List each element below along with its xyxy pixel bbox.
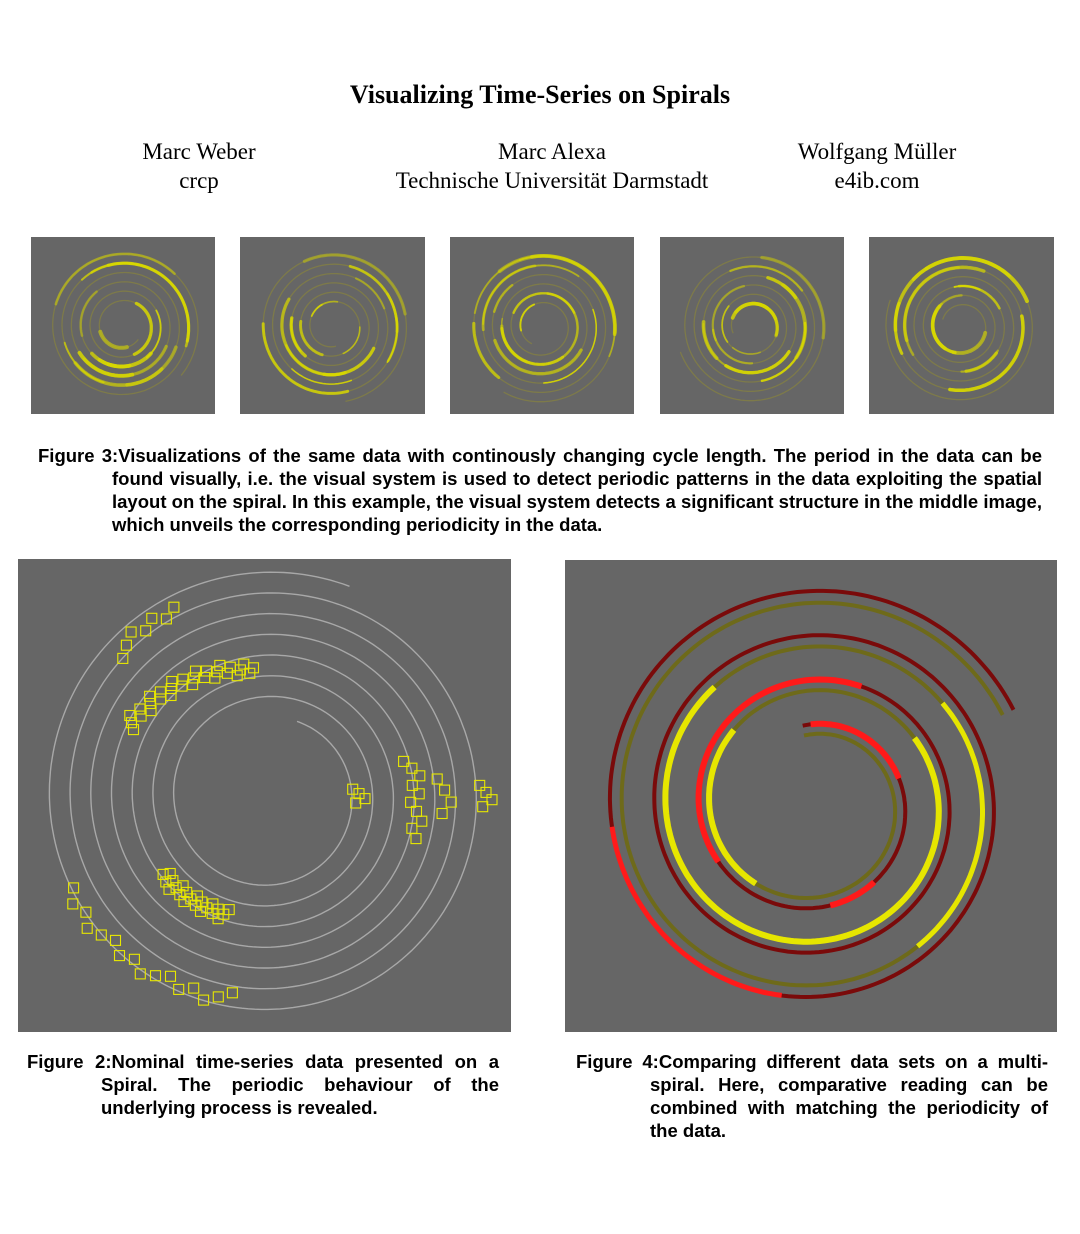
data-square [145,691,155,701]
data-arc [502,319,551,365]
data-square [147,613,157,623]
data-arc [520,305,534,331]
data-square [126,627,136,637]
data-square [166,971,176,981]
data-arc [953,333,985,353]
author-3-name: Wolfgang Müller [797,139,957,164]
data-arc [301,321,323,354]
data-arc [474,324,499,378]
figure3-spiral-3 [450,237,634,414]
figure4-multi-spiral [565,560,1057,1032]
data-arc [81,292,97,336]
figure2-caption [27,1050,499,1119]
data-square [417,816,427,826]
data-square [82,923,92,933]
data-arc [343,327,360,353]
data-arc [502,329,563,365]
figure4-panel [565,560,1057,1032]
data-arc [65,343,104,383]
data-square [481,787,491,797]
data-square [189,983,199,993]
figure2-caption-text: Nominal time-series data presented on a Spiral. The periodic behaviour of the underlying process is revealed. [101,1051,499,1118]
data-arc [292,369,351,384]
data-square [145,699,155,709]
data-square [478,802,488,812]
figure3-spiral-2 [240,237,425,414]
data-square [121,640,131,650]
data-arc [286,345,344,375]
data-square [178,674,188,684]
data-square [156,694,166,704]
data-arc [713,286,744,340]
paper-title: Visualizing Time-Series on Spirals [349,80,731,109]
data-square [487,795,497,805]
figure2-spiral [18,559,511,1032]
data-square [212,667,222,677]
data-arc [263,324,348,394]
data-square [111,935,121,945]
data-arc [304,255,405,314]
author-1-affiliation: crcp [179,168,219,193]
figure4-caption-text: Comparing different data sets on a multi-spiral. Here, comparative reading can be combined with matching the periodicity of the data. [650,1051,1048,1141]
data-square [166,691,176,701]
figure3-spiral-1 [31,237,215,414]
data-arc [736,304,775,319]
figure4-label: Figure 4: [576,1051,659,1072]
figure3-label: Figure 3: [38,445,119,466]
figure3-caption-text: Visualizations of the same data with continously changing cycle length. The period in the data can be found visually, i.e. the visual system is used to detect periodic patterns in the data exploiting the spatial layout on the spiral. In this example, the visual system detects a significant structure in the middle image, which unveils the corresponding periodicity in the data. [112,445,1042,535]
data-square [222,668,232,678]
data-square [411,834,421,844]
data-arc [312,305,322,316]
figure3-panel-5 [869,237,1054,414]
data-arc [134,303,151,354]
data-square [437,809,447,819]
data-square [227,988,237,998]
highlight-segment [665,687,938,942]
highlight-segment [612,827,782,996]
data-square [446,797,456,807]
author-2 [352,137,752,195]
data-square [169,602,179,612]
data-arc [927,258,1028,301]
data-square [440,785,450,795]
figure3-panel-4 [660,237,844,414]
author-3-affiliation: e4ib.com [834,168,920,193]
figure4-caption [576,1050,1048,1142]
author-1-name: Marc Weber [142,139,256,164]
data-arc [100,332,127,348]
data-arc [733,348,761,354]
data-square [146,706,156,716]
figure3-spiral-5 [869,237,1054,414]
data-arc [56,254,175,304]
author-3 [767,137,987,195]
data-square [167,677,177,687]
data-square [155,687,165,697]
data-square [415,771,425,781]
data-square [166,684,176,694]
figure3-spiral-4 [660,237,844,414]
author-2-affiliation: Technische Universität Darmstadt [395,168,709,193]
data-square [68,899,78,909]
author-1 [99,137,299,195]
figure3-panel-1 [31,237,215,414]
data-arc [548,294,578,357]
data-square [239,659,249,669]
figure2-panel [18,559,511,1032]
highlight-segment [699,680,862,862]
data-arc [532,256,615,334]
author-2-name: Marc Alexa [498,139,606,164]
figure2-label: Figure 2: [27,1051,112,1072]
figure3-caption [38,444,1042,536]
figure3-panel-3 [450,237,634,414]
data-square [213,992,223,1002]
data-square [235,665,245,675]
data-square [182,887,192,897]
spiral-olive [622,603,1003,986]
data-square [348,784,358,794]
figure3-panel-2 [240,237,425,414]
data-arc [722,306,729,342]
